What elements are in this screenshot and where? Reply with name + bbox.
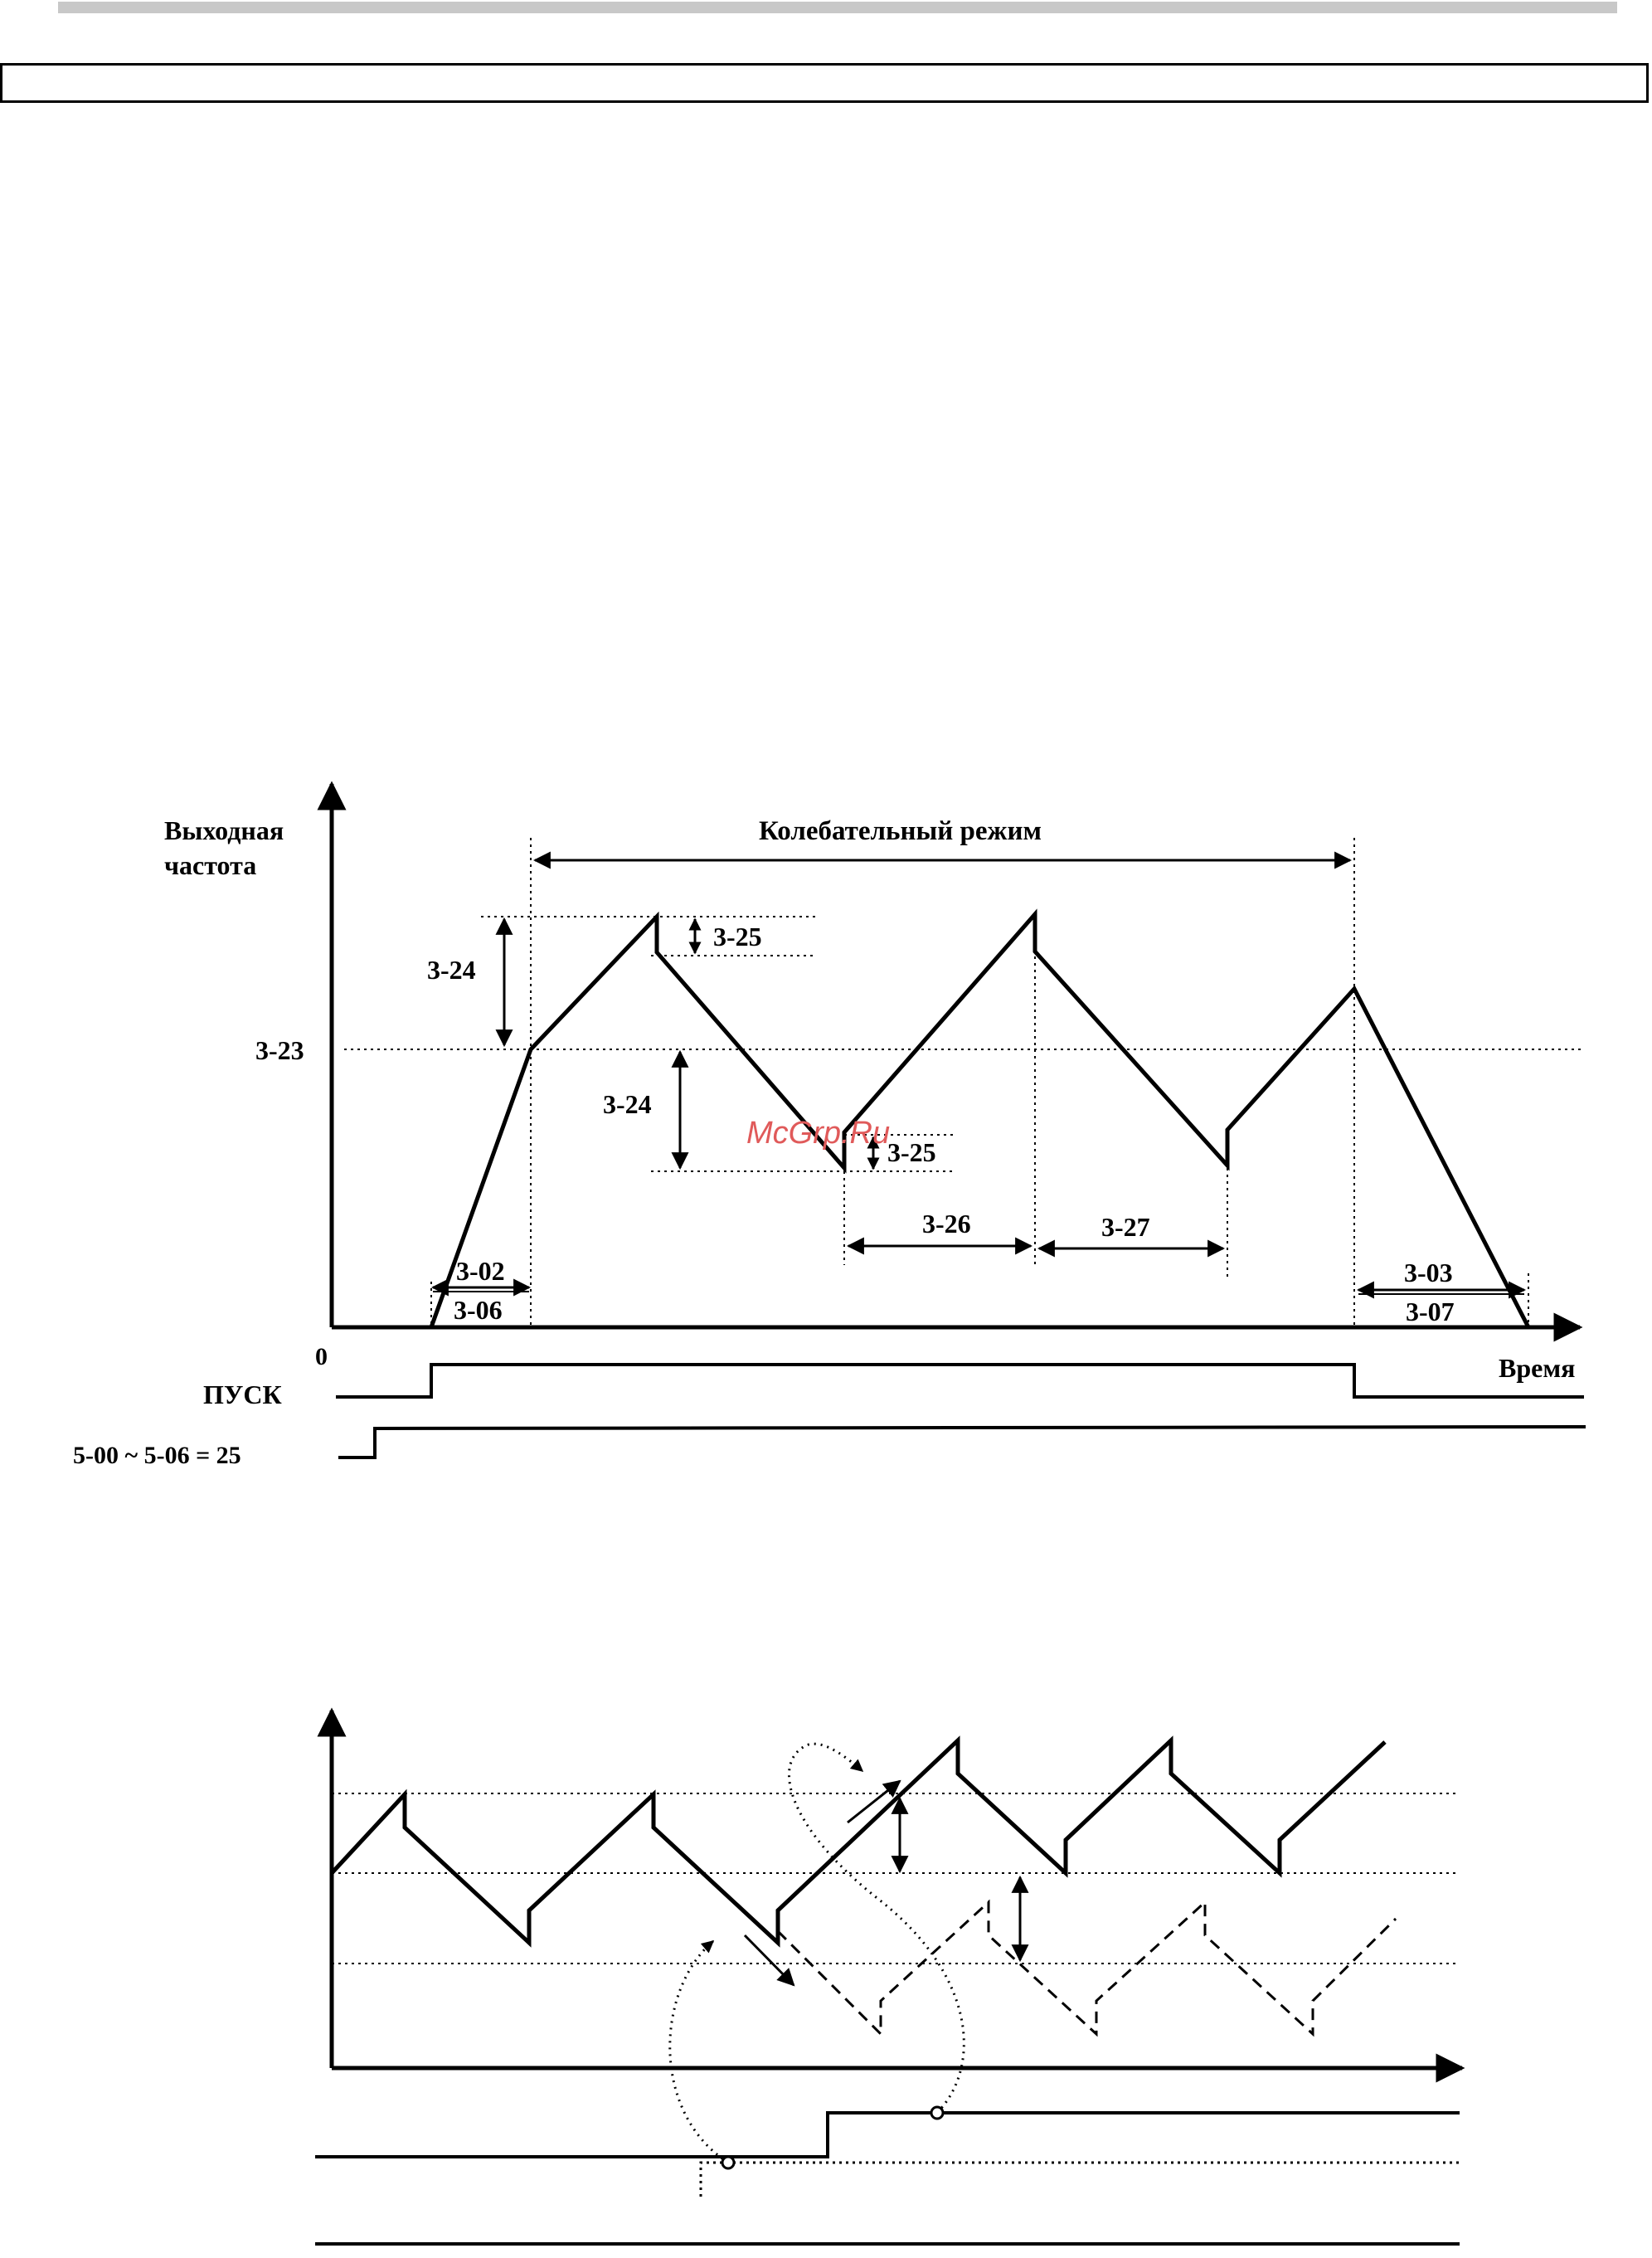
label-3-02: 3-02 [456,1256,505,1286]
label-3-27: 3-27 [1101,1212,1150,1242]
digital-input-line [338,1427,1586,1457]
dotted-guides-2 [332,1793,1460,1964]
dotted-signal-marker [722,2157,734,2168]
label-3-24-lower: 3-24 [603,1089,652,1119]
label-3-25-upper: 3-25 [713,922,762,951]
label-3-07: 3-07 [1406,1297,1455,1326]
arrow-falling [745,1935,794,1985]
mode-label: Колебательный режим [759,816,1042,846]
frequency-curve-upper [332,1740,1385,1943]
y-axis-label-line2: частота [164,850,257,880]
output-frequency-curve [431,914,1528,1327]
x-axis-label: Время [1499,1353,1576,1383]
dotted-guides [344,838,1584,1327]
label-3-03: 3-03 [1404,1258,1453,1287]
watermark: McGrp.Ru [746,1116,891,1151]
wobble-diagram [73,784,1586,1469]
y-axis-label-line1: Выходная [164,815,284,845]
label-3-24-upper: 3-24 [427,955,476,985]
dotted-curved-arrows [670,1744,964,2163]
dotted-signal-line [701,2163,1460,2197]
label-3-25-lower: 3-25 [887,1137,936,1167]
label-3-23: 3-23 [255,1035,304,1065]
origin-label: 0 [315,1343,328,1370]
label-3-06: 3-06 [454,1295,503,1325]
label-3-26: 3-26 [922,1209,971,1238]
frequency-curve-lower-dashed [778,1902,1396,2034]
digital-input-label: 5-00 ~ 5-06 = 25 [73,1442,241,1469]
start-signal-label: ПУСК [203,1380,282,1409]
switch-signal-marker [931,2107,943,2119]
start-signal-line [336,1365,1584,1397]
switch-signal-line [315,2113,1460,2157]
wobble-switch-diagram [315,1711,1462,2244]
